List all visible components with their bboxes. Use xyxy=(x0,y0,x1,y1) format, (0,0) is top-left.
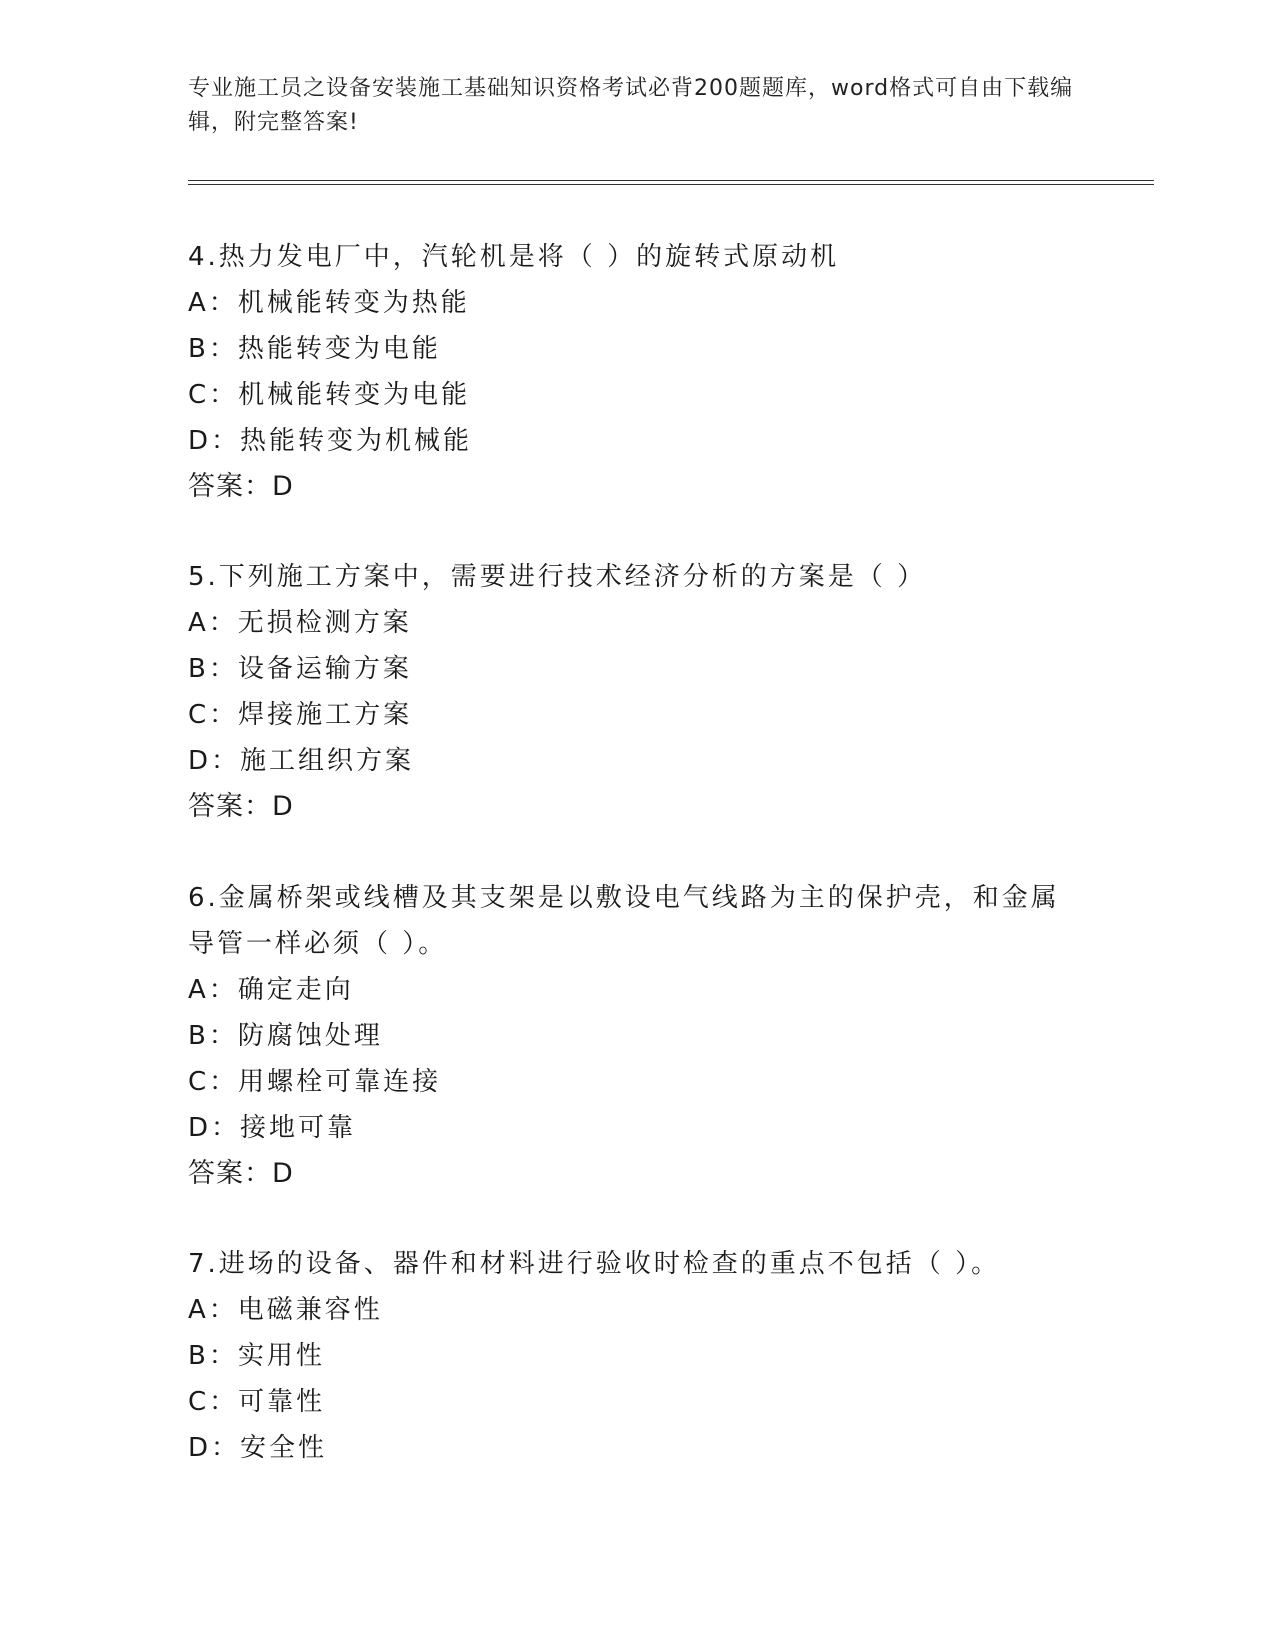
option-c: C：可靠性 xyxy=(188,1387,326,1417)
answer: 答案：D xyxy=(188,791,294,822)
document-header: 专业施工员之设备安装施工基础知识资格考试必背200题题库，word格式可自由下载编辑，附完整答案! xyxy=(188,76,1074,135)
option-a: A：确定走向 xyxy=(188,975,354,1005)
header-rule-top xyxy=(188,180,1154,181)
option-b: B：设备运输方案 xyxy=(188,654,412,684)
option-d: D：安全性 xyxy=(188,1433,328,1463)
option-c: C：用螺栓可靠连接 xyxy=(188,1067,442,1097)
header-rule-bottom xyxy=(188,184,1154,185)
question-title: 7.进场的设备、器件和材料进行验收时检查的重点不包括（ ）。 xyxy=(188,1249,1001,1279)
answer: 答案：D xyxy=(188,471,294,502)
answer: 答案：D xyxy=(188,1158,294,1189)
option-d: D：接地可靠 xyxy=(188,1113,357,1143)
option-a: A：无损检测方案 xyxy=(188,608,412,638)
question-title: 5.下列施工方案中，需要进行技术经济分析的方案是（ ） xyxy=(188,562,927,592)
option-d: D：热能转变为机械能 xyxy=(188,426,473,456)
option-d: D：施工组织方案 xyxy=(188,746,415,776)
option-b: B：热能转变为电能 xyxy=(188,334,441,364)
option-b: B：防腐蚀处理 xyxy=(188,1021,383,1051)
option-a: A：电磁兼容性 xyxy=(188,1295,383,1325)
question-4 xyxy=(188,234,1088,510)
option-a: A：机械能转变为热能 xyxy=(188,288,470,318)
question-title: 6.金属桥架或线槽及其支架是以敷设电气线路为主的保护壳，和金属导管一样必须（ ）。 xyxy=(188,883,1060,959)
question-7 xyxy=(188,1241,1088,1471)
option-c: C：机械能转变为电能 xyxy=(188,380,471,410)
option-b: B：实用性 xyxy=(188,1341,325,1371)
question-6 xyxy=(188,875,1088,1197)
question-title: 4.热力发电厂中，汽轮机是将（ ）的旋转式原动机 xyxy=(188,242,840,272)
question-5 xyxy=(188,554,1088,830)
option-c: C：焊接施工方案 xyxy=(188,700,413,730)
